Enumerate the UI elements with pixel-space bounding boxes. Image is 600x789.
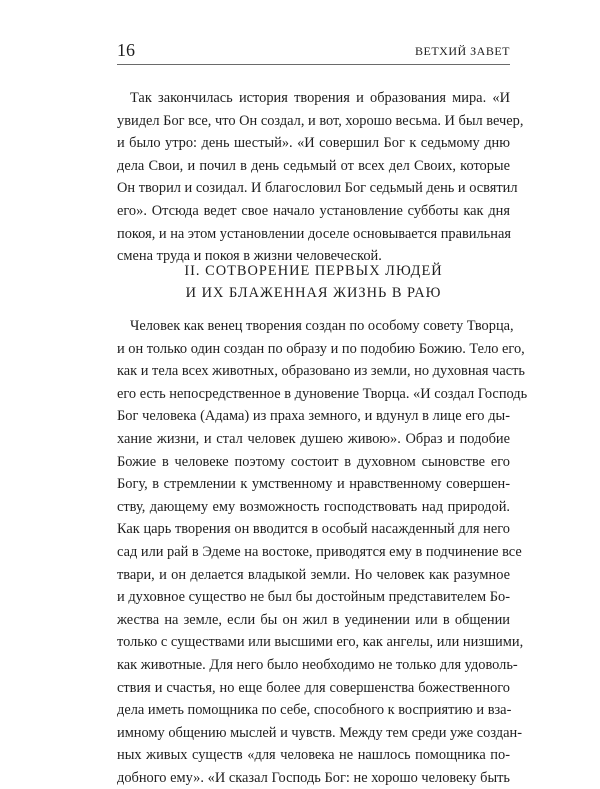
text-line: и было утро: день шестый». «И совершил Бог к седьмому дню — [117, 135, 510, 152]
page-number: 16 — [117, 40, 135, 60]
text-line: как и тела всех животных, образовано из земли, но духовная часть — [117, 363, 525, 380]
page-header — [117, 40, 510, 62]
text-line: как животные. Для него было необходимо не только для удоволь- — [117, 656, 518, 673]
text-line: ных живых существ «для человека не нашлось помощника по- — [117, 747, 510, 764]
text-line: Так закончилась история творения и образования мира. «И — [130, 90, 510, 106]
text-line: дела Свои, и почил в день седьмый от всех дел Своих, которые — [117, 157, 510, 174]
text-line: твари, и он делается владыкой земли. Но человек как разумное — [117, 566, 510, 583]
text-line: Человек как венец творения создан по особому совету Творца, — [130, 318, 514, 334]
text-line: Бог человека (Адама) из праха земного, и вдунул в лице его ды- — [117, 408, 510, 425]
text-line: жества на земле, если бы он жил в уединении или в общении — [117, 611, 510, 628]
text-line: сад или рай в Эдеме на востоке, приводятся ему в подчинение все — [117, 543, 522, 560]
text-line: Богу, в стремлении к умственному и нравственному совершен- — [117, 476, 510, 493]
text-line: и духовное существо не был бы достойным представителем Бо- — [117, 589, 510, 606]
section-heading-line-2: И ИХ БЛАЖЕННАЯ ЖИЗНЬ В РАЮ — [185, 285, 442, 301]
section-heading-line-1: II. СОТВОРЕНИЕ ПЕРВЫХ ЛЮДЕЙ — [184, 263, 443, 279]
text-line: ствия и счастья, но еще более для совершенства божественного — [117, 679, 510, 696]
text-line: добного ему». «И сказал Господь Бог: не хорошо человеку быть — [117, 769, 510, 786]
running-title: ВЕТХИЙ ЗАВЕТ — [414, 44, 510, 58]
text-line: имному общению мыслей и чувств. Между тем среди уже создан- — [117, 724, 522, 741]
text-line: и он только один создан по образу и по подобию Божию. Тело его, — [117, 340, 525, 357]
text-line: хание жизни, и стал человек душею живою». Образ и подобие — [117, 430, 510, 447]
text-line: покоя, и на этом установлении доселе основывается правильная — [117, 225, 511, 242]
text-line: его». Отсюда ведет свое начало установление субботы как дня — [117, 202, 510, 219]
text-line: Он творил и созидал. И благословил Бог седьмый день и освятил — [117, 180, 518, 197]
text-line: дела иметь помощника по себе, способного к восприятию и вза- — [117, 702, 512, 719]
header-rule — [117, 64, 510, 65]
section-heading — [117, 260, 510, 304]
text-line: смена труда и покоя в жизни человеческой. — [117, 248, 382, 265]
text-line: увидел Бог все, что Он создал, и вот, хорошо весьма. И был вечер, — [117, 112, 524, 129]
paragraph-creation-end — [117, 87, 524, 268]
text-line: Как царь творения он вводится в особый насажденный для него — [117, 521, 510, 538]
text-line: его есть непосредственное в дуновение Творца. «И создал Господь — [117, 385, 528, 402]
text-line: Божие в человеке поэтому состоит в духовном сыновстве его — [117, 453, 510, 470]
text-line: ству, дающему ему возможность господствовать над природой. — [117, 498, 510, 515]
paragraph-creation-of-man — [117, 315, 528, 789]
text-line: только с существами или высшими его, как ангелы, или низшими, — [117, 634, 524, 651]
